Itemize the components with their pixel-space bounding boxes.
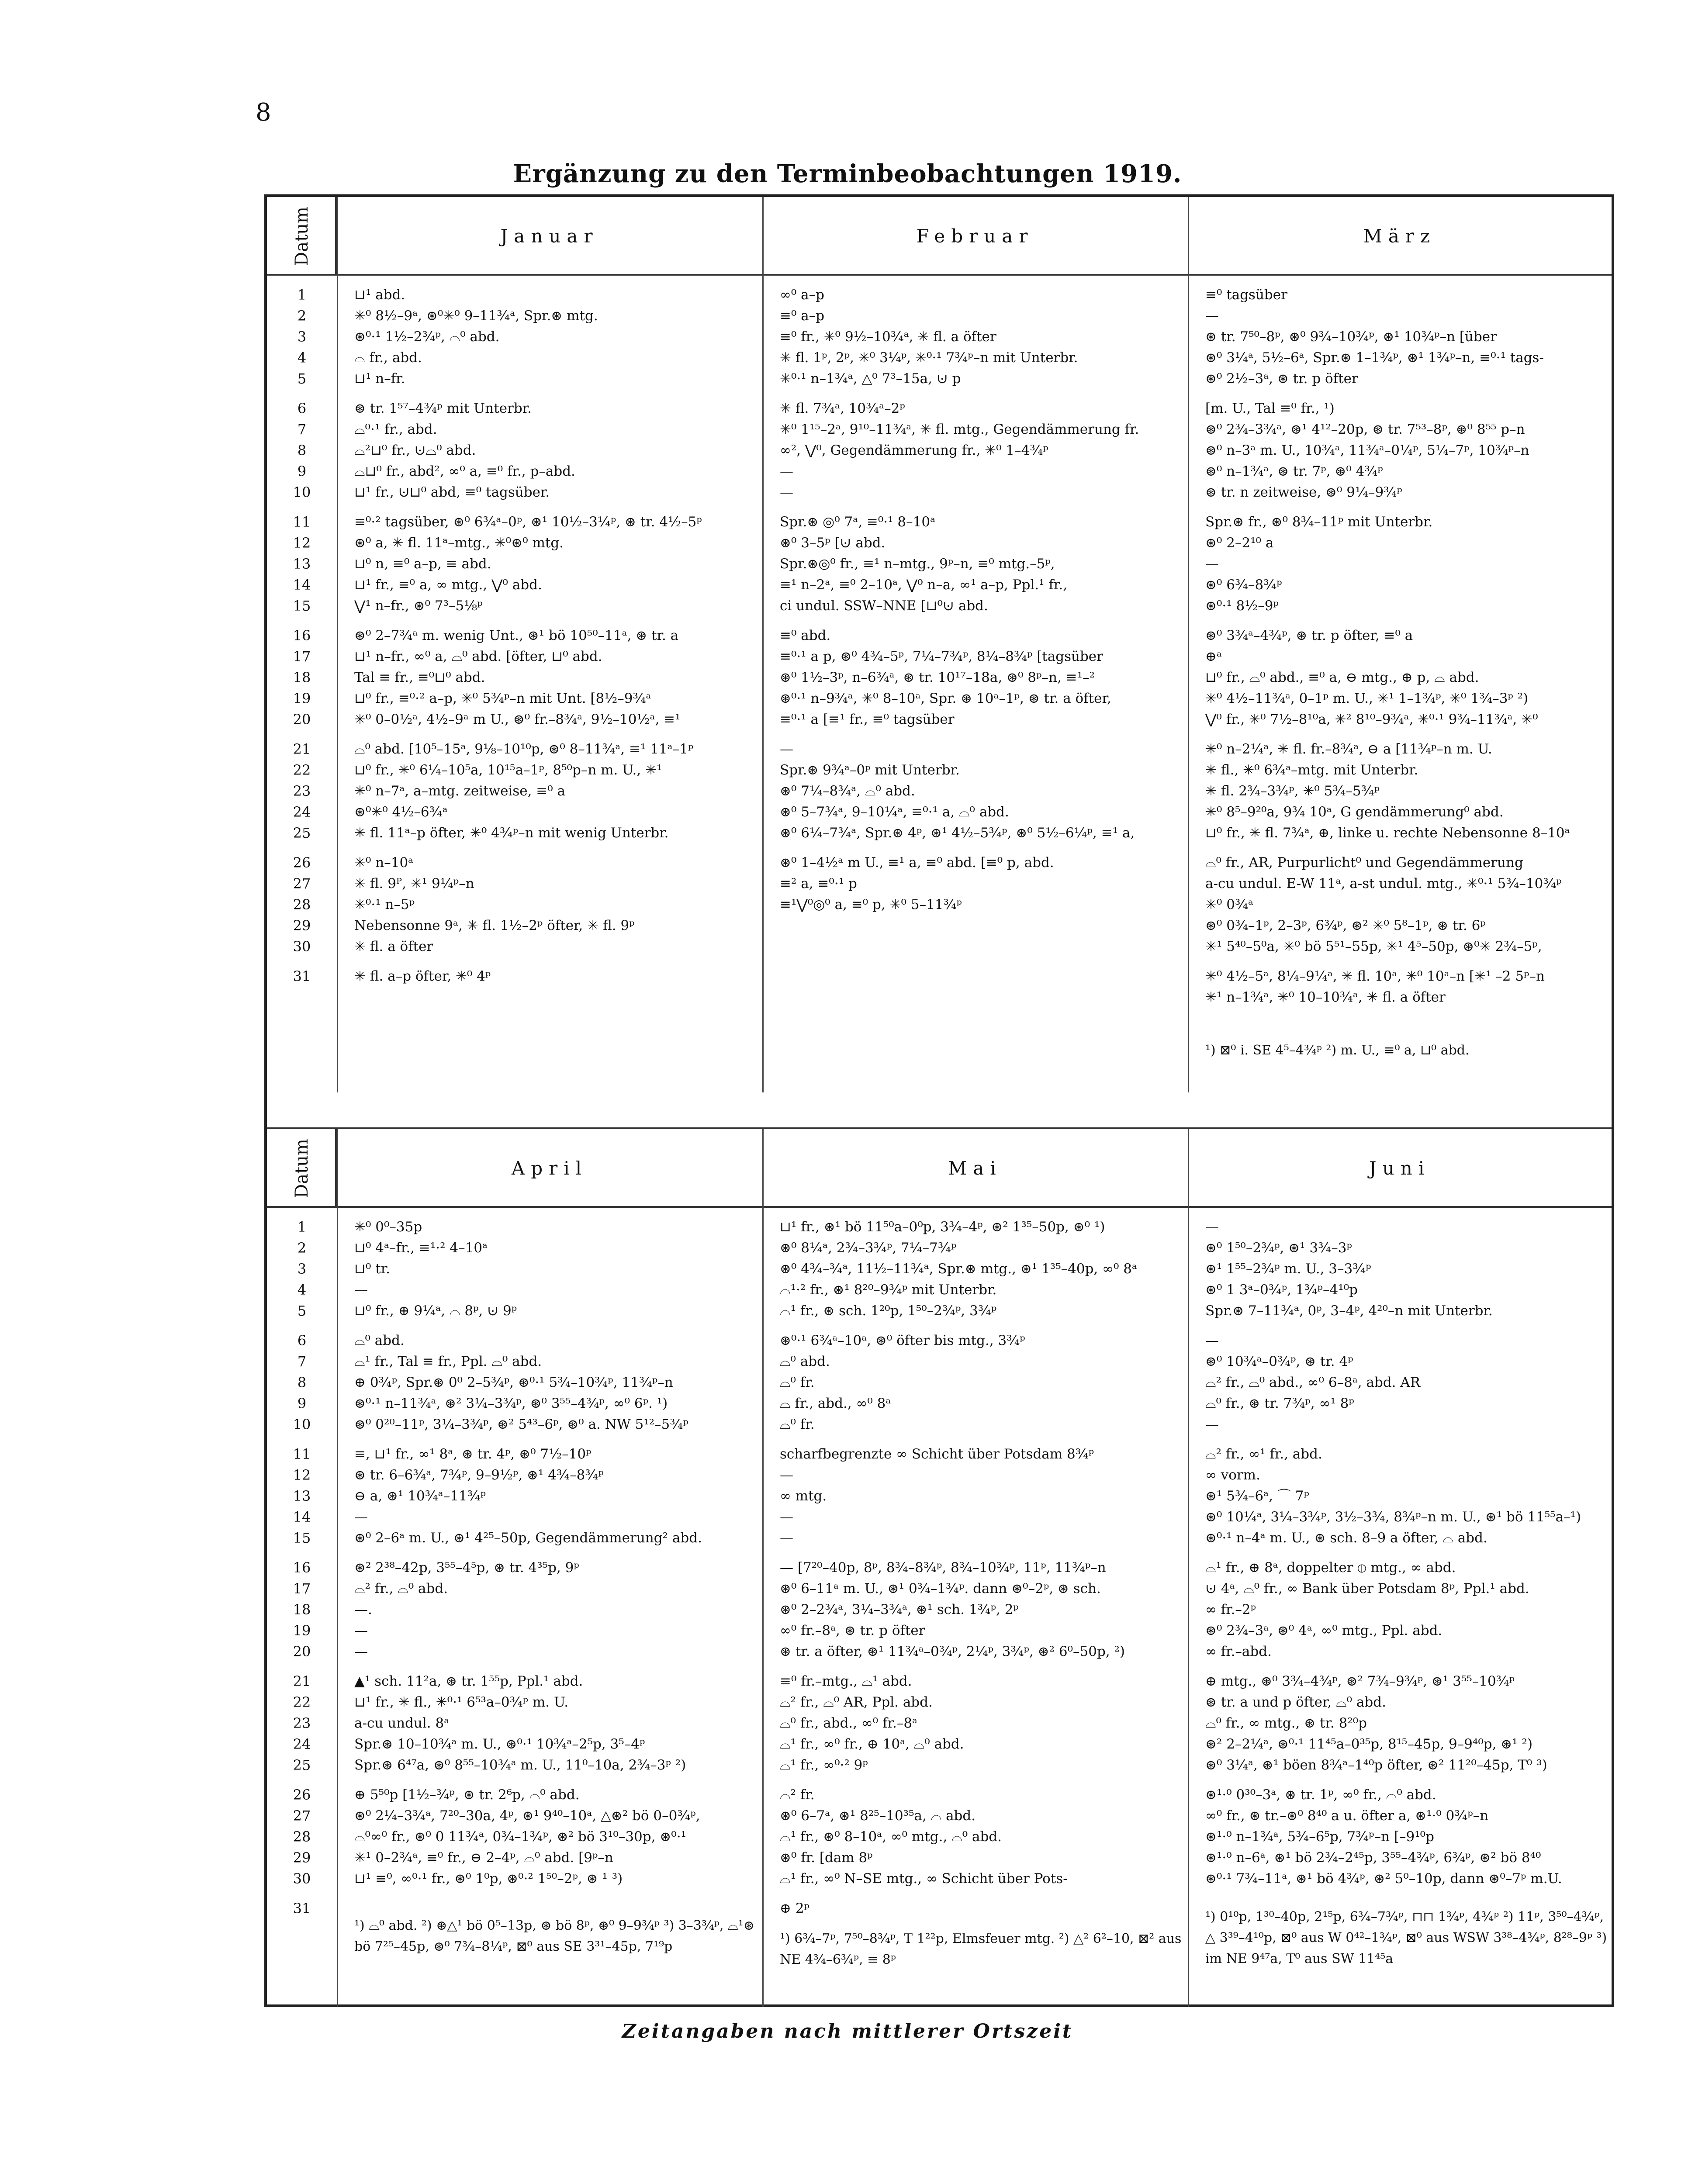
- observation-entry: ≡¹⋁⁰◎⁰ a, ≡⁰ p, ✳⁰ 5–11¾ᵖ: [780, 897, 962, 912]
- observation-entry: ⋁¹ n–fr., ⊛⁰ 7³–5⅛ᵖ: [354, 598, 483, 614]
- day-number: 14: [293, 1509, 311, 1525]
- observation-entry: ✳⁰ n–7ᵃ, a–mtg. zeitweise, ≡⁰ a: [354, 783, 566, 799]
- observation-entry: ≡¹ n–2ᵃ, ≡⁰ 2–10ᵃ, ⋁⁰ n–a, ∞¹ a–p, Ppl.¹ fr.,: [780, 577, 1068, 593]
- observation-entry: ⊛¹ 5¾–6ᵃ, ⌒ 7ᵖ: [1205, 1488, 1309, 1504]
- day-number: 22: [293, 762, 311, 778]
- observation-entry: ⊛⁰ 1 3ᵃ–0¾ᵖ, 1¾ᵖ–4¹⁰p: [1205, 1282, 1358, 1298]
- day-number: 8: [297, 1374, 307, 1391]
- observation-entry: ✳⁰ 8⁵–9²⁰a, 9¾ 10ᵃ, G gendämmerung⁰ abd.: [1205, 804, 1504, 820]
- observation-entry: ✳⁰ n–10ᵃ: [354, 855, 414, 871]
- day-number: 3: [297, 328, 307, 345]
- observation-entry: Tal ≡ fr., ≡⁰⊔⁰ abd.: [354, 670, 485, 685]
- observation-entry: ⌓⁰∞⁰ fr., ⊛⁰ 0 11¾ᵃ, 0¾–1¾ᵖ, ⊛² bö 3¹⁰–30p, ⊛⁰·¹: [354, 1829, 687, 1845]
- day-number: 4: [297, 1282, 307, 1298]
- observation-entry: ⌓⁰ abd.: [354, 1333, 405, 1348]
- observation-entry: ⊛⁰ 0²⁰–11ᵖ, 3¼–3¾ᵖ, ⊛² 5⁴³–6ᵖ, ⊛⁰ a. NW 5¹²–5¾ᵖ: [354, 1417, 688, 1432]
- observation-entry: ≡, ⊔¹ fr., ∞¹ 8ᵃ, ⊛ tr. 4ᵖ, ⊛⁰ 7½–10ᵖ: [354, 1446, 592, 1462]
- day-number: 7: [297, 421, 307, 438]
- month-column-juni: [1188, 1216, 1612, 1898]
- day-number: 11: [293, 1446, 311, 1462]
- observation-entry: ci undul. SSW–NNE [⊔⁰⊍ abd.: [780, 598, 988, 614]
- table-block-jan-mar: [267, 197, 1612, 1092]
- observation-entry: ⌓⁰ abd. [10⁵–15ᵃ, 9⅛–10¹⁰p, ⊛⁰ 8–11¾ᵃ, ≡¹ 11ᵃ–1ᵖ: [354, 741, 694, 757]
- observation-entry: —: [780, 1509, 793, 1525]
- day-number: 12: [293, 1467, 311, 1483]
- observation-entry: —: [354, 1282, 368, 1298]
- day-number: 1: [297, 287, 307, 303]
- observation-entry: ⊛⁰ 6¼–7¾ᵃ, Spr.⊛ 4ᵖ, ⊛¹ 4½–5¾ᵖ, ⊛⁰ 5½–6¼ᵖ, ≡¹ a,: [780, 825, 1135, 841]
- observation-entry: ⊛ tr. a öfter, ⊛¹ 11¾ᵃ–0¾ᵖ, 2¼ᵖ, 3¾ᵖ, ⊛² 6⁰–50p, ²): [780, 1644, 1125, 1659]
- day-number: 20: [293, 1643, 311, 1660]
- observation-entry: ⌓¹ fr., ⊕ 8ᵃ, doppelter ⦶ mtg., ∞ abd.: [1205, 1560, 1456, 1576]
- footnote-mai: ¹) 6¾–7ᵖ, 7⁵⁰–8¾ᵖ, T 1²²p, Elmsfeuer mtg. ²) △² 6²–10, ⊠² aus NE 4¾–6¾ᵖ, ≡ 8ᵖ: [780, 1931, 1182, 1967]
- observation-entry: ⊛⁰ 3¼ᵃ, 5½–6ᵃ, Spr.⊛ 1–1¾ᵖ, ⊛¹ 1¾ᵖ–n, ≡⁰·¹ tags-: [1205, 350, 1544, 366]
- observation-entry: ⌓² fr., ⌓⁰ abd., ∞⁰ 6–8ᵃ, abd. AR: [1205, 1375, 1421, 1390]
- day-number: 4: [297, 349, 307, 366]
- observation-entry: ⊛⁰ 6¾–8¾ᵖ: [1205, 577, 1282, 593]
- observation-entry: ⊛⁰·¹ n–11¾ᵃ, ⊛² 3¼–3¾ᵖ, ⊛⁰ 3⁵⁵–4¾ᵖ, ∞⁰ 6ᵖ. ¹): [354, 1396, 668, 1411]
- footnote-juni: ¹) 0¹⁰p, 1³⁰–40p, 2¹⁵p, 6¾–7¾ᵖ, ⊓⊓ 1¾ᵖ, 4¾ᵖ ²) 11ᵖ, 3⁵⁰–4¾ᵖ, △ 3³⁹–4¹⁰p, ⊠⁰ aus W 0⁴²–1¾ᵖ, ⊠⁰ aus WSW 3³⁸–4¾ᵖ, 8²⁸–9ᵖ ³) im NE 9⁴⁷a, T⁰ aus SW 11⁴⁵a: [1205, 1909, 1607, 1966]
- observation-entry: ⊔⁰ fr., ⊕ 9¼ᵃ, ⌓ 8ᵖ, ⊍ 9ᵖ: [354, 1303, 517, 1319]
- observation-entry: ⊛⁰ 0¾–1ᵖ, 2–3ᵖ, 6¾ᵖ, ⊛² ✳⁰ 5⁸–1ᵖ, ⊛ tr. 6ᵖ: [1205, 918, 1486, 933]
- day-number: 16: [293, 627, 311, 644]
- observation-entry: ⌓ fr., abd., ∞⁰ 8ᵃ: [780, 1396, 891, 1411]
- observation-entry: —: [1205, 1417, 1219, 1432]
- observation-entry: —: [780, 463, 793, 479]
- observation-entry: ⊖ a, ⊛¹ 10¾ᵃ–11¾ᵖ: [354, 1488, 486, 1504]
- observation-entry: [m. U., Tal ≡⁰ fr., ¹): [1205, 401, 1335, 416]
- observation-entry: Spr.⊛ 9¾ᵃ–0ᵖ mit Unterbr.: [780, 762, 960, 778]
- footnote-april: ¹) ⌓⁰ abd. ²) ⊛△¹ bö 0⁵–13p, ⊛ bö 8ᵖ, ⊛⁰ 9–9¾ᵖ ³) 3–3¾ᵖ, ⌓¹⊛ bö 7²⁵–45p, ⊛⁰ 7¾–8¼ᵖ, ⊠⁰ aus SE 3³¹–45p, 7¹⁹p: [354, 1918, 754, 1954]
- day-number: 15: [293, 1530, 311, 1546]
- observation-entry: ⊍ 4ᵃ, ⌓⁰ fr., ∞ Bank über Potsdam 8ᵖ, Ppl.¹ abd.: [1205, 1581, 1529, 1597]
- day-number: 31: [293, 1900, 311, 1917]
- month-column-februar: [762, 284, 1188, 915]
- observation-entry: ⊛⁰ 1–4½ᵃ m U., ≡¹ a, ≡⁰ abd. [≡⁰ p, abd.: [780, 855, 1054, 871]
- observation-entry: —: [1205, 1219, 1219, 1235]
- observation-entry: ⊔¹ n–fr.: [354, 371, 405, 387]
- day-number: 22: [293, 1694, 311, 1711]
- observation-entry: ✳⁰ 8½–9ᵃ, ⊛⁰✳⁰ 9–11¾ᵃ, Spr.⊛ mtg.: [354, 308, 598, 324]
- observation-entry: ⊛⁰ 8¼ᵃ, 2¾–3¾ᵖ, 7¼–7¾ᵖ: [780, 1240, 957, 1256]
- day-number-column: [267, 284, 337, 987]
- observation-entry: ✳ fl. 9ᴾ, ✳¹ 9¼ᵖ–n: [354, 876, 474, 892]
- observation-entry: ⊔⁰ fr., ✳ fl. 7¾ᵃ, ⊕, linke u. rechte Nebensonne 8–10ᵃ: [1205, 825, 1570, 841]
- observation-entry: ⊛⁰✳⁰ 4½–6¾ᵃ: [354, 804, 448, 820]
- day-number: 16: [293, 1559, 311, 1576]
- month-column-april: [337, 1216, 762, 1898]
- observation-entry: ∞⁰ fr.–8ᵃ, ⊛ tr. p öfter: [780, 1623, 925, 1638]
- day-number: 28: [293, 896, 311, 913]
- observation-entry: ⊕ᵃ: [1205, 649, 1222, 664]
- day-number: 27: [293, 875, 311, 892]
- month-column-januar: [337, 284, 762, 987]
- observation-entry: ⊛⁰ 1⁵⁰–2¾ᵖ, ⊛¹ 3¾–3ᵖ: [1205, 1240, 1352, 1256]
- observation-entry: ⊛⁰ n–3ᵃ m. U., 10¾ᵃ, 11¾ᵃ–0¼ᵖ, 5¼–7ᵖ, 10¾ᵖ–n: [1205, 442, 1529, 458]
- observation-entry: ≡² a, ≡⁰·¹ p: [780, 876, 857, 892]
- observation-entry: ✳ fl. 2¾–3¾ᵖ, ✳⁰ 5¾–5¾ᵖ: [1205, 783, 1380, 799]
- day-number: 29: [293, 1849, 311, 1866]
- observation-table: [264, 194, 1614, 2007]
- observation-entry: ≡⁰·¹ a [≡¹ fr., ≡⁰ tagsüber: [780, 712, 955, 727]
- day-number: 18: [293, 669, 311, 686]
- day-number: 19: [293, 690, 311, 707]
- observation-entry: ⊔⁰ 4ᵃ–fr., ≡¹·² 4–10ᵃ: [354, 1240, 488, 1256]
- day-number: 31: [293, 968, 311, 985]
- day-number: 19: [293, 1622, 311, 1639]
- month-column-maerz: [1188, 284, 1612, 1008]
- day-number: 21: [293, 1673, 311, 1690]
- observation-entry: ⊛⁰ n–1¾ᵃ, ⊛ tr. 7ᵖ, ⊛⁰ 4¾ᵖ: [1205, 463, 1383, 479]
- observation-entry: ⊛ tr. 1⁵⁷–4¾ᵖ mit Unterbr.: [354, 401, 532, 416]
- day-number: 30: [293, 938, 311, 955]
- observation-entry: ∞ mtg.: [780, 1488, 827, 1504]
- table-header-row: [267, 197, 1612, 276]
- observation-entry: Spr.⊛ 10–10¾ᵃ m. U., ⊛⁰·¹ 10¾ᵃ–2⁵p, 3⁵–4ᵖ: [354, 1736, 645, 1752]
- observation-entry: ⊛⁰ 7¼–8¾ᵃ, ⌓⁰ abd.: [780, 783, 915, 799]
- observation-entry: ⊛⁰ 2¼–3¾ᵃ, 7²⁰–30a, 4ᵖ, ⊛¹ 9⁴⁰–10ᵃ, △⊛² bö 0–0¾ᵖ,: [354, 1808, 700, 1824]
- observation-entry: ⋁⁰ fr., ✳⁰ 7½–8¹⁰a, ✳² 8¹⁰–9¾ᵃ, ✳⁰·¹ 9¾–11¾ᵃ, ✳⁰: [1205, 712, 1538, 727]
- observation-entry: Spr.⊛◎⁰ fr., ≡¹ n–mtg., 9ᵖ–n, ≡⁰ mtg.–5ᵖ,: [780, 556, 1055, 572]
- observation-entry: ✳ fl. a öfter: [354, 939, 433, 954]
- observation-entry: ⊛⁰ 2¾–3ᵃ, ⊛⁰ 4ᵃ, ∞⁰ mtg., Ppl. abd.: [1205, 1623, 1442, 1638]
- observation-entry: —: [1205, 556, 1219, 572]
- observation-entry: ≡⁰·¹ a p, ⊛⁰ 4¾–5ᵖ, 7¼–7¾ᵖ, 8¼–8¾ᵖ [tagsüber: [780, 649, 1103, 664]
- observation-entry: ⌓² fr., ⌓⁰ AR, Ppl. abd.: [780, 1694, 933, 1710]
- day-number: 18: [293, 1601, 311, 1618]
- observation-entry: ✳⁰ 0⁰–35p: [354, 1219, 422, 1235]
- observation-entry: ⊔¹ abd.: [354, 287, 405, 303]
- observation-entry: ⊛ tr. n zeitweise, ⊛⁰ 9¼–9¾ᵖ: [1205, 484, 1402, 500]
- observation-entry: ⊔⁰ fr., ≡⁰·² a–p, ✳⁰ 5¾ᵖ–n mit Unt. [8½–9¾ᵃ: [354, 691, 651, 706]
- observation-entry: ⊛⁰·¹ n–4ᵃ m. U., ⊛ sch. 8–9 a öfter, ⌓ abd.: [1205, 1530, 1487, 1546]
- day-number: 6: [297, 400, 307, 417]
- observation-entry: ⊛⁰ 2–2¾ᵃ, 3¼–3¾ᵃ, ⊛¹ sch. 1¾ᵖ, 2ᵖ: [780, 1602, 1019, 1617]
- day-number-column: [267, 1216, 337, 1919]
- observation-entry: ✳⁰ 4½–5ᵃ, 8¼–9¼ᵃ, ✳ fl. 10ᵃ, ✳⁰ 10ᵃ–n [✳¹ –2 5ᵖ–n: [1205, 968, 1545, 984]
- observation-entry: ⌓² fr., ⌓⁰ abd.: [354, 1581, 448, 1597]
- observation-entry: ▲¹ sch. 11²a, ⊛ tr. 1⁵⁵p, Ppl.¹ abd.: [354, 1673, 583, 1689]
- observation-entry: ≡⁰ fr., ✳⁰ 9½–10¾ᵃ, ✳ fl. a öfter: [780, 329, 996, 345]
- observation-entry: ⊛⁰·¹ 1½–2¾ᵖ, ⌓⁰ abd.: [354, 329, 500, 345]
- day-number: 3: [297, 1261, 307, 1277]
- day-number: 6: [297, 1332, 307, 1349]
- observation-entry: ⊛¹·⁰ 0³⁰–3ᵃ, ⊛ tr. 1ᵖ, ∞⁰ fr., ⌓⁰ abd.: [1205, 1787, 1436, 1803]
- day-number: 30: [293, 1870, 311, 1887]
- observation-entry: ⊔⁰ n, ≡⁰ a–p, ≡ abd.: [354, 556, 491, 572]
- observation-entry: ⌓¹ fr., ∞⁰ N–SE mtg., ∞ Schicht über Pots-: [780, 1871, 1068, 1887]
- day-number: 24: [293, 1736, 311, 1752]
- observation-entry: ✳ fl. 1ᵖ, 2ᵖ, ✳⁰ 3¼ᵖ, ✳⁰·¹ 7¾ᵖ–n mit Unterbr.: [780, 350, 1078, 366]
- datum-column-header: [267, 197, 337, 276]
- page-footer: Zeitangaben nach mittlerer Ortszeit: [622, 2020, 1073, 2042]
- observation-entry: ⊛⁰ 3–5ᵖ [⊍ abd.: [780, 535, 886, 551]
- day-number: 5: [297, 370, 307, 387]
- observation-entry: ⊛⁰ 10¼ᵃ, 3¼–3¾ᵖ, 3½–3¾, 8¾ᵖ–n m. U., ⊛¹ bö 11⁵⁵a–¹): [1205, 1509, 1581, 1525]
- day-number: 13: [293, 556, 311, 572]
- observation-entry: ✳ fl. a–p öfter, ✳⁰ 4ᵖ: [354, 968, 491, 984]
- observation-entry: a-cu undul. 8ᵃ: [354, 1715, 450, 1731]
- month-header-februar: Februar: [916, 225, 1034, 247]
- observation-entry: ⌓¹ fr., Tal ≡ fr., Ppl. ⌓⁰ abd.: [354, 1354, 542, 1369]
- observation-entry: —: [354, 1509, 368, 1525]
- observation-entry: ⊔¹ fr., ≡⁰ a, ∞ mtg., ⋁⁰ abd.: [354, 577, 542, 593]
- observation-entry: ⊔¹ n–fr., ∞⁰ a, ⌓⁰ abd. [öfter, ⊔⁰ abd.: [354, 649, 602, 664]
- observation-entry: ⊛⁰·¹ 8½–9ᵖ: [1205, 598, 1279, 614]
- observation-entry: ✳⁰ 4½–11¾ᵃ, 0–1ᵖ m. U., ✳¹ 1–1¾ᵖ, ✳⁰ 1¾–3ᵖ ²): [1205, 691, 1529, 706]
- observation-entry: Spr.⊛ 6⁴⁷a, ⊛⁰ 8⁵⁵–10¾ᵃ m. U., 11⁰–10a, 2¾–3ᵖ ²): [354, 1757, 686, 1773]
- observation-entry: ⌓⁰ fr., ⊛ tr. 7¾ᵖ, ∞¹ 8ᵖ: [1205, 1396, 1354, 1411]
- observation-entry: ⊛⁰ 6–7ᵃ, ⊛¹ 8²⁵–10³⁵a, ⌓ abd.: [780, 1808, 976, 1824]
- observation-entry: ⊛¹·⁰ n–1¾ᵃ, 5¾–6⁵p, 7¾ᵖ–n [–9¹⁰p: [1205, 1829, 1434, 1845]
- observation-entry: ≡⁰·² tagsüber, ⊛⁰ 6¾ᵃ–0ᵖ, ⊛¹ 10½–3¼ᵖ, ⊛ tr. 4½–5ᵖ: [354, 514, 702, 530]
- observation-entry: ⌓²⊔⁰ fr., ⊍⌓⁰ abd.: [354, 442, 476, 458]
- observation-entry: ⊛⁰ a, ✳ fl. 11ᵃ–mtg., ✳⁰⊛⁰ mtg.: [354, 535, 564, 551]
- observation-entry: ⊕ 2ᵖ: [780, 1901, 809, 1916]
- observation-entry: ∞ fr.–abd.: [1205, 1644, 1272, 1659]
- observation-entry: ⌓¹ fr., ∞⁰·² 9ᵖ: [780, 1757, 868, 1773]
- observation-entry: ✳ fl. 7¾ᵃ, 10¾ᵃ–2ᵖ: [780, 401, 905, 416]
- day-number: 5: [297, 1303, 307, 1319]
- observation-entry: a-cu undul. E-W 11ᵃ, a-st undul. mtg., ✳⁰·¹ 5¾–10¾ᵖ: [1205, 876, 1562, 892]
- observation-entry: ⊔¹ fr., ⊛¹ bö 11⁵⁰a–0⁰p, 3¾–4ᵖ, ⊛² 1³⁵–50p, ⊛⁰ ¹): [780, 1219, 1105, 1235]
- day-number: 27: [293, 1807, 311, 1824]
- observation-entry: ⊛⁰ 1½–3ᵖ, n–6¾ᵃ, ⊛ tr. 10¹⁷–18a, ⊛⁰ 8ᵖ–n, ≡¹–²: [780, 670, 1095, 685]
- day-number: 28: [293, 1828, 311, 1845]
- observation-entry: ⊛ tr. a und p öfter, ⌓⁰ abd.: [1205, 1694, 1386, 1710]
- day-number: 12: [293, 535, 311, 551]
- observation-entry: ⊛¹ 1⁵⁵–2¾ᵖ m. U., 3–3¾ᵖ: [1205, 1261, 1371, 1277]
- observation-entry: ∞⁰ a–p: [780, 287, 824, 303]
- observation-entry: ⌓⁰ fr., AR, Purpurlicht⁰ und Gegendämmerung: [1205, 855, 1523, 871]
- observation-entry: ⊛ tr. 6–6¾ᵃ, 7¾ᵖ, 9–9½ᵖ, ⊛¹ 4¾–8¾ᵖ: [354, 1467, 604, 1483]
- day-number: 24: [293, 804, 311, 820]
- observation-entry: ✳⁰ n–2¼ᵃ, ✳ fl. fr.–8¾ᵃ, ⊖ a [11¾ᵖ–n m. U.: [1205, 741, 1492, 757]
- observation-entry: ⊛⁰ 2¾–3¾ᵃ, ⊛¹ 4¹²–20p, ⊛ tr. 7⁵³–8ᵖ, ⊛⁰ 8⁵⁵ p–n: [1205, 422, 1525, 437]
- day-number: 23: [293, 783, 311, 799]
- observation-entry: ✳¹ 0–2¾ᵃ, ≡⁰ fr., ⊖ 2–4ᵖ, ⌓⁰ abd. [9ᵖ–n: [354, 1850, 613, 1866]
- observation-entry: ≡⁰ fr.–mtg., ⌓¹ abd.: [780, 1673, 912, 1689]
- observation-entry: ∞⁰ fr., ⊛ tr.–⊛⁰ 8⁴⁰ a u. öfter a, ⊛¹·⁰ 0¾ᵖ–n: [1205, 1808, 1489, 1824]
- observation-entry: ⊛⁰ 2–6ᵃ m. U., ⊛¹ 4²⁵–50p, Gegendämmerung² abd.: [354, 1530, 702, 1546]
- day-number: 13: [293, 1488, 311, 1504]
- observation-entry: — [7²⁰–40p, 8ᵖ, 8¾–8¾ᵖ, 8¾–10¾ᵖ, 11ᵖ, 11¾ᵖ–n: [780, 1560, 1106, 1576]
- observation-entry: ⊛⁰ 2½–3ᵃ, ⊛ tr. p öfter: [1205, 371, 1358, 387]
- observation-entry: ⌓² fr., ∞¹ fr., abd.: [1205, 1446, 1322, 1462]
- day-number: 2: [297, 308, 307, 324]
- observation-entry: ≡⁰ a–p: [780, 308, 825, 324]
- datum-column-header: [267, 1129, 337, 1208]
- observation-entry: ⊛⁰ 2–7¾ᵃ m. wenig Unt., ⊛¹ bö 10⁵⁰–11ᵃ, ⊛ tr. a: [354, 628, 679, 643]
- footnote-maerz: ¹) ⊠⁰ i. SE 4⁵–4¾ᵖ ²) m. U., ≡⁰ a, ⊔⁰ abd.: [1205, 1043, 1470, 1058]
- observation-entry: —: [780, 1530, 793, 1546]
- observation-entry: ✳⁰·¹ n–5ᵖ: [354, 897, 415, 912]
- observation-entry: ∞ vorm.: [1205, 1467, 1260, 1483]
- observation-entry: ⊛⁰ 6–11ᵃ m. U., ⊛¹ 0¾–1¾ᵖ. dann ⊛⁰–2ᵖ, ⊛ sch.: [780, 1581, 1101, 1597]
- day-number: 10: [293, 484, 311, 501]
- observation-entry: ⌓² fr.: [780, 1787, 815, 1803]
- day-number: 9: [297, 1395, 307, 1412]
- day-number: 25: [293, 825, 311, 841]
- observation-entry: ⊛² 2–2¼ᵃ, ⊛⁰·¹ 11⁴⁵a–0³⁵p, 8¹⁵–45p, 9–9⁴⁰p, ⊛¹ ²): [1205, 1736, 1533, 1752]
- day-number: 29: [293, 917, 311, 934]
- observation-entry: ⊛⁰ 3¾ᵃ–4¾ᵖ, ⊛ tr. p öfter, ≡⁰ a: [1205, 628, 1413, 643]
- observation-entry: ⌓¹ fr., ∞⁰ fr., ⊕ 10ᵃ, ⌓⁰ abd.: [780, 1736, 964, 1752]
- datum-label: Datum: [292, 207, 312, 266]
- observation-entry: ⌓⁰·¹ fr., abd.: [354, 422, 437, 437]
- day-number: 20: [293, 711, 311, 728]
- table-block-apr-jun: [267, 1127, 1612, 2007]
- observation-entry: ⌓⁰ fr., abd., ∞⁰ fr.–8ᵃ: [780, 1715, 918, 1731]
- observation-entry: —: [354, 1623, 368, 1638]
- observation-entry: ⌓⁰ fr.: [780, 1375, 815, 1390]
- observation-entry: Spr.⊛ 7–11¾ᵃ, 0ᵖ, 3–4ᵖ, 4²⁰–n mit Unterbr.: [1205, 1303, 1493, 1319]
- page-number: 8: [256, 98, 271, 127]
- observation-entry: ⌓⁰ fr.: [780, 1417, 815, 1432]
- observation-entry: ⊔⁰ fr., ⌓⁰ abd., ≡⁰ a, ⊖ mtg., ⊕ p, ⌓ abd.: [1205, 670, 1479, 685]
- observation-entry: ✳¹ n–1¾ᵃ, ✳⁰ 10–10¾ᵃ, ✳ fl. a öfter: [1205, 989, 1446, 1005]
- observation-entry: Spr.⊛ ◎⁰ 7ᵃ, ≡⁰·¹ 8–10ᵃ: [780, 514, 936, 530]
- observation-entry: ⊛⁰·¹ 6¾ᵃ–10ᵃ, ⊛⁰ öfter bis mtg., 3¾ᵖ: [780, 1333, 1025, 1348]
- observation-entry: ⌓⊔⁰ fr., abd², ∞⁰ a, ≡⁰ fr., p–abd.: [354, 463, 575, 479]
- observation-entry: —: [1205, 1333, 1219, 1348]
- observation-entry: ⌓⁰ abd.: [780, 1354, 830, 1369]
- day-number: 17: [293, 1580, 311, 1597]
- observation-entry: —: [780, 741, 793, 757]
- observation-entry: ✳⁰ 0¾ᵃ: [1205, 897, 1253, 912]
- day-number: 8: [297, 442, 307, 459]
- month-header-juni: Juni: [1369, 1158, 1431, 1179]
- day-number: 7: [297, 1353, 307, 1370]
- observation-entry: ⊛² 2³⁸–42p, 3⁵⁵–4⁵p, ⊛ tr. 4³⁵p, 9ᵖ: [354, 1560, 579, 1576]
- month-column-mai: [762, 1216, 1188, 1919]
- month-header-maerz: März: [1363, 225, 1436, 247]
- observation-entry: ⊛⁰·¹ 7¾–11ᵃ, ⊛¹ bö 4¾ᵖ, ⊛² 5⁰–10p, dann ⊛⁰–7ᵖ m.U.: [1205, 1871, 1562, 1887]
- observation-entry: ∞², ⋁⁰, Gegendämmerung fr., ✳⁰ 1–4¾ᵖ: [780, 442, 1048, 458]
- observation-entry: ✳ fl. 11ᵃ–p öfter, ✳⁰ 4¾ᵖ–n mit wenig Unterbr.: [354, 825, 669, 841]
- day-number: 11: [293, 514, 311, 530]
- observation-entry: ✳¹ 5⁴⁰–5⁰a, ✳⁰ bö 5⁵¹–55p, ✳¹ 4⁵–50p, ⊛⁰✳ 2¾–5ᵖ,: [1205, 939, 1542, 954]
- observation-entry: ⊛⁰ 2–2¹⁰ a: [1205, 535, 1274, 551]
- observation-entry: Spr.⊛ fr., ⊛⁰ 8¾–11ᵖ mit Unterbr.: [1205, 514, 1433, 530]
- month-header-januar: Januar: [500, 225, 599, 247]
- observation-entry: ⊛⁰ 4¾–¾ᵃ, 11½–11¾ᵃ, Spr.⊛ mtg., ⊛¹ 1³⁵–40p, ∞⁰ 8ᵃ: [780, 1261, 1137, 1277]
- day-number: 1: [297, 1219, 307, 1235]
- datum-label: Datum: [292, 1139, 312, 1198]
- month-header-april: April: [511, 1158, 588, 1179]
- observation-entry: ⊛⁰ 10¾ᵃ–0¾ᵖ, ⊛ tr. 4ᵖ: [1205, 1354, 1353, 1369]
- observation-entry: ⊔⁰ tr.: [354, 1261, 390, 1277]
- observation-entry: ✳⁰ 1¹⁵–2ᵃ, 9¹⁰–11¾ᵃ, ✳ fl. mtg., Gegendämmerung fr.: [780, 422, 1139, 437]
- observation-entry: —: [1205, 308, 1219, 324]
- observation-entry: ⊛⁰ 5–7¾ᵃ, 9–10¼ᵃ, ≡⁰·¹ a, ⌓⁰ abd.: [780, 804, 1009, 820]
- observation-entry: ⊛¹·⁰ n–6ᵃ, ⊛¹ bö 2¾–2⁴⁵p, 3⁵⁵–4¾ᵖ, 6¾ᵖ, ⊛² bö 8⁴⁰: [1205, 1850, 1541, 1866]
- day-number: 26: [293, 1787, 311, 1803]
- day-number: 10: [293, 1416, 311, 1433]
- observation-entry: ⊔⁰ fr., ✳⁰ 6¼–10⁵a, 10¹⁵a–1ᵖ, 8⁵⁰p–n m. U., ✳¹: [354, 762, 662, 778]
- observation-entry: ✳ fl., ✳⁰ 6¾ᵃ–mtg. mit Unterbr.: [1205, 762, 1418, 778]
- observation-entry: —: [780, 484, 793, 500]
- day-number: 15: [293, 598, 311, 614]
- observation-entry: —: [780, 1467, 793, 1483]
- observation-entry: ⊕ 0¾ᵖ, Spr.⊛ 0⁰ 2–5¾ᵖ, ⊛⁰·¹ 5¾–10¾ᵖ, 11¾ᵖ–n: [354, 1375, 673, 1390]
- month-header-mai: Mai: [948, 1158, 1002, 1179]
- observation-entry: ⊛⁰ fr. [dam 8ᵖ: [780, 1850, 873, 1866]
- page-title: Ergänzung zu den Terminbeobachtungen 1919.: [513, 159, 1182, 188]
- day-number: 17: [293, 648, 311, 665]
- day-number: 23: [293, 1715, 311, 1731]
- observation-entry: ⊕ mtg., ⊛⁰ 3¾–4¾ᵖ, ⊛² 7¾–9¾ᵖ, ⊛¹ 3⁵⁵–10¾ᵖ: [1205, 1673, 1515, 1689]
- day-number: 9: [297, 463, 307, 480]
- observation-entry: ≡⁰ tagsüber: [1205, 287, 1287, 303]
- observation-entry: ⊛⁰·¹ n–9¾ᵃ, ✳⁰ 8–10ᵃ, Spr. ⊛ 10ᵃ–1ᵖ, ⊛ tr. a öfter,: [780, 691, 1111, 706]
- observation-entry: ⊛ tr. 7⁵⁰–8ᵖ, ⊛⁰ 9¾–10¾ᵖ, ⊛¹ 10¾ᵖ–n [über: [1205, 329, 1497, 345]
- day-number: 2: [297, 1240, 307, 1256]
- observation-entry: Nebensonne 9ᵃ, ✳ fl. 1½–2ᵖ öfter, ✳ fl. 9ᵖ: [354, 918, 635, 933]
- observation-entry: ≡⁰ abd.: [780, 628, 831, 643]
- day-number: 14: [293, 577, 311, 593]
- observation-entry: —.: [354, 1602, 372, 1617]
- observation-entry: ⌓¹ fr., ⊛ sch. 1²⁰p, 1⁵⁰–2¾ᵖ, 3¾ᵖ: [780, 1303, 997, 1319]
- observation-entry: ⊛⁰ 3¼ᵃ, ⊛¹ böen 8¾ᵃ–1⁴⁰p öfter, ⊛² 11²⁰–45p, T⁰ ³): [1205, 1757, 1547, 1773]
- observation-entry: ⌓¹ fr., ⊛⁰ 8–10ᵃ, ∞⁰ mtg., ⌓⁰ abd.: [780, 1829, 1002, 1845]
- observation-entry: ⌓¹·² fr., ⊛¹ 8²⁰–9¾ᵖ mit Unterbr.: [780, 1282, 997, 1298]
- observation-entry: ⊔¹ fr., ✳ fl., ✳⁰·¹ 6⁵³a–0¾ᵖ m. U.: [354, 1694, 569, 1710]
- observation-entry: —: [354, 1644, 368, 1659]
- day-number: 21: [293, 741, 311, 757]
- table-header-row: [267, 1129, 1612, 1208]
- observation-entry: ✳⁰·¹ n–1¾ᵃ, △⁰ 7³–15a, ⊍ p: [780, 371, 961, 387]
- observation-entry: scharfbegrenzte ∞ Schicht über Potsdam 8¾ᵖ: [780, 1446, 1094, 1462]
- day-number: 26: [293, 854, 311, 871]
- observation-entry: ✳⁰ 0–0½ᵃ, 4½–9ᵃ m U., ⊛⁰ fr.–8¾ᵃ, 9½–10½ᵃ, ≡¹: [354, 712, 681, 727]
- observation-entry: ⌓⁰ fr., ∞ mtg., ⊛ tr. 8²⁰p: [1205, 1715, 1367, 1731]
- observation-entry: ∞ fr.–2ᵖ: [1205, 1602, 1256, 1617]
- day-number: 25: [293, 1757, 311, 1773]
- observation-entry: ⊕ 5⁵⁰p [1½–¾ᵖ, ⊛ tr. 2⁶p, ⌓⁰ abd.: [354, 1787, 580, 1803]
- observation-entry: ⊔¹ ≡⁰, ∞⁰·¹ fr., ⊛⁰ 1⁰p, ⊛⁰·² 1⁵⁰–2ᵖ, ⊛ ¹ ³): [354, 1871, 623, 1887]
- observation-entry: ⊔¹ fr., ⊍⊔⁰ abd, ≡⁰ tagsüber.: [354, 484, 550, 500]
- observation-entry: ⌓ fr., abd.: [354, 350, 422, 366]
